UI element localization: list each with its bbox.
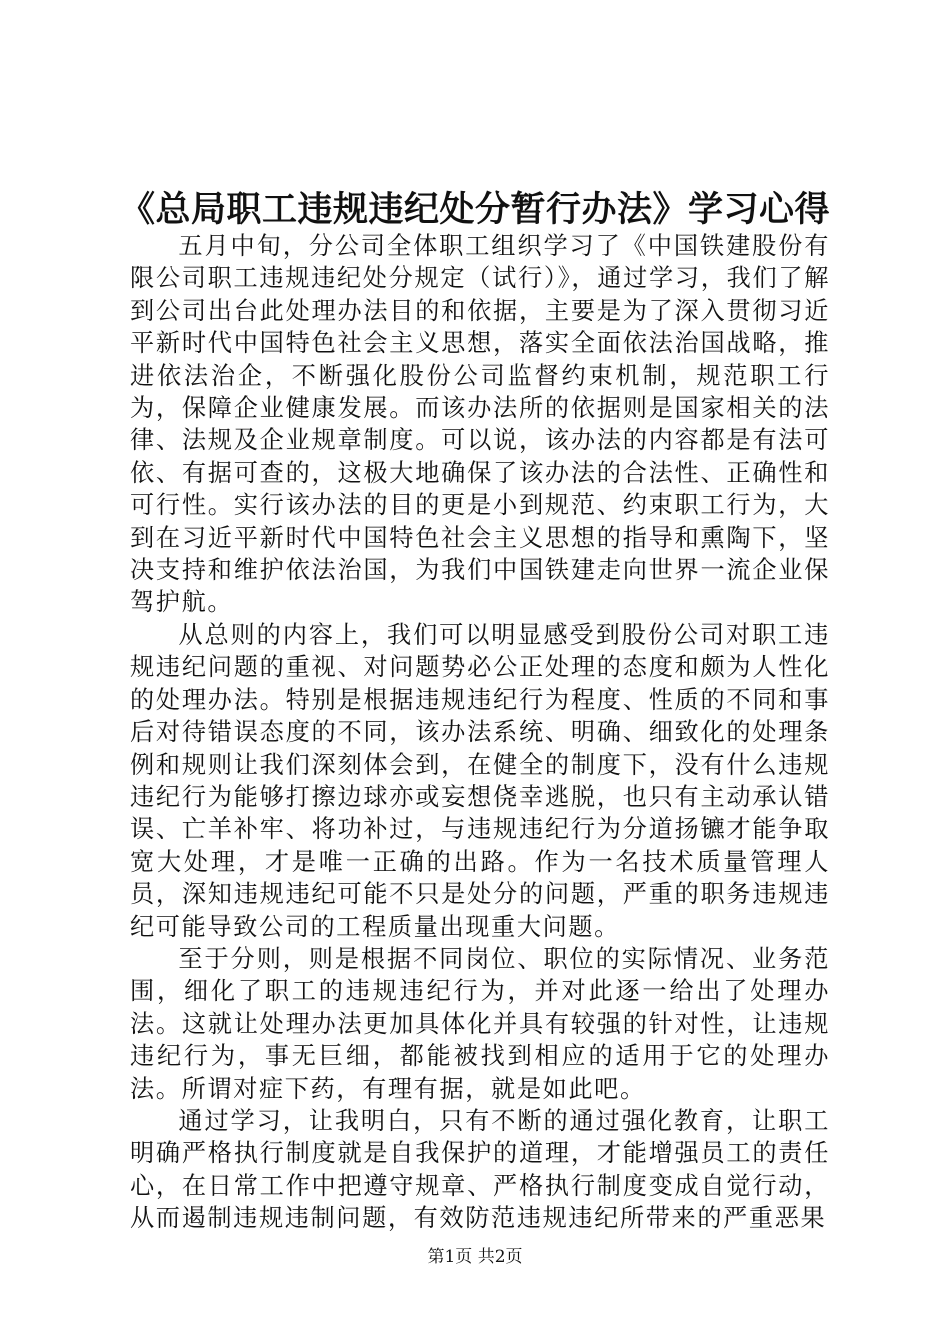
document-title: 《总局职工违规违纪处分暂行办法》学习心得 <box>119 189 830 230</box>
paragraph-1: 五月中旬，分公司全体职工组织学习了《中国铁建股份有限公司职工违规违纪处分规定（试行）》，通过学习，我们了解到公司出台此处理办法目的和依据，主要是为了深入贯彻习近平新时代中国特色社会主义思想，落实全面依法治国战略，推进依法治企，不断强化股份公司监督约束机制，规范职工行为，保障企业健康发展。而该办法所的依据则是国家相关的法律、法规及企业规章制度。可以说，该办法的内容都是有法可依、有据可查的，这极大地确保了该办法的合法性、正确性和可行性。实行该办法的目的更是小到规范、约束职工行为，大到在习近平新时代中国特色社会主义思想的指导和熏陶下，坚决支持和维护依法治国，为我们中国铁建走向世界一流企业保驾护航。 <box>130 232 830 617</box>
paragraph-2: 从总则的内容上，我们可以明显感受到股份公司对职工违规违纪问题的重视、对问题势必公正处理的态度和颇为人性化的处理办法。特别是根据违规违纪行为程度、性质的不同和事后对待错误态度的不同，该办法系统、明确、细致化的处理条例和规则让我们深刻体会到，在健全的制度下，没有什么违规违纪行为能够打擦边球亦或妄想侥幸逃脱，也只有主动承认错误、亡羊补牢、将功补过，与违规违纪行为分道扬镳才能争取宽大处理，才是唯一正确的出路。作为一名技术质量管理人员，深知违规违纪可能不只是处分的问题，严重的职务违规违纪可能导致公司的工程质量出现重大问题。 <box>130 620 830 941</box>
paragraph-3: 至于分则，则是根据不同岗位、职位的实际情况、业务范围，细化了职工的违规违纪行为，并对此逐一给出了处理办法。这就让处理办法更加具体化并具有较强的针对性，让违规违纪行为，事无巨细，都能被找到相应的适用于它的处理办法。所谓对症下药，有理有据，就是如此吧。 <box>130 944 830 1103</box>
page-number-footer: 第1页 共2页 <box>427 1247 523 1267</box>
document-body <box>130 230 830 1235</box>
paragraph-4: 通过学习，让我明白，只有不断的通过强化教育，让职工明确严格执行制度就是自我保护的道理，才能增强员工的责任心，在日常工作中把遵守规章、严格执行制度变成自觉行动，从而遏制违规违制问题，有效防范违规违纪所带来的严重恶果 <box>130 1106 830 1233</box>
